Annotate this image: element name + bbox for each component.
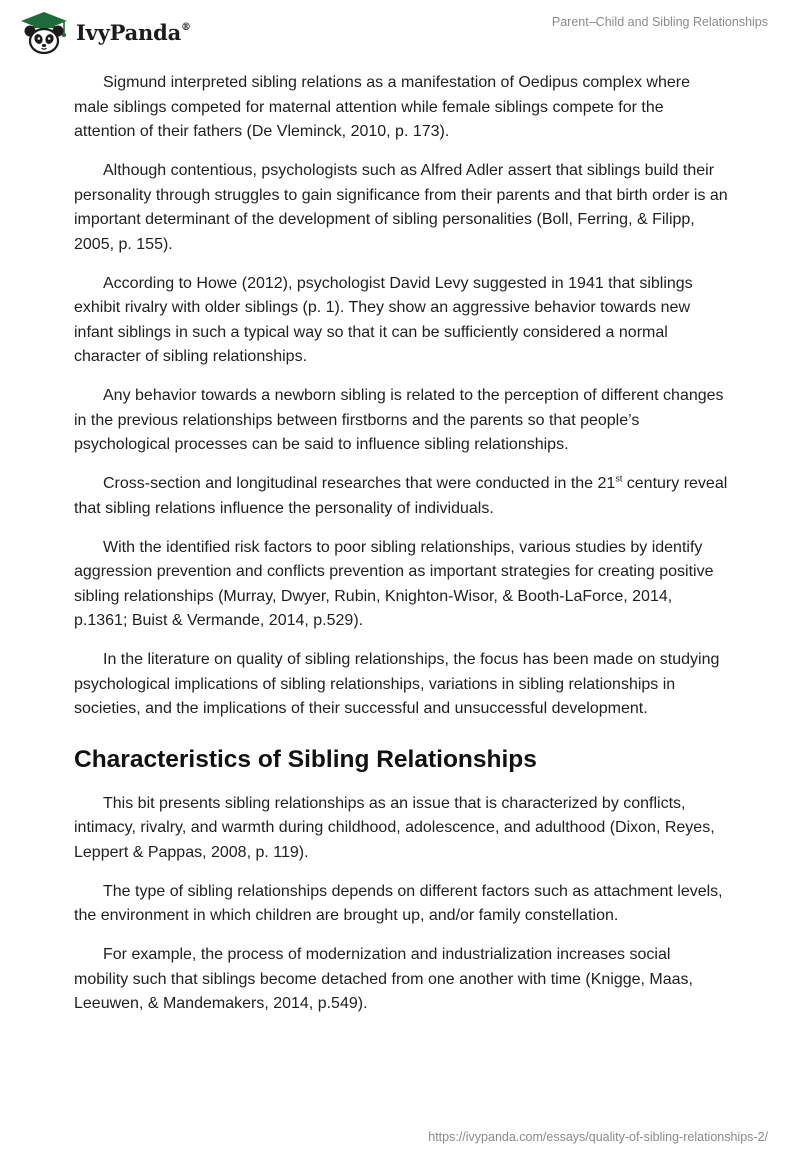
ivypanda-logo[interactable]: [16, 8, 191, 56]
paragraph: Although contentious, psychologists such as Alfred Adler assert that siblings build their personality through struggles to gain significance from their parents and that birth order is an important determinant of the development of sibling personalities (Boll, Ferring, & Filipp, 2005, p. 155).: [74, 162, 728, 253]
paragraph: According to Howe (2012), psychologist David Levy suggested in 1941 that siblings exhibit rivalry with older siblings (p. 1). They show an aggressive behavior towards new infant siblings in such a typical way so that it can be sufficiently considered a normal character of sibling relationships.: [74, 274, 693, 365]
paragraph: For example, the process of modernization and industrialization increases social mobility such that siblings become detached from one another with time (Knigge, Maas, Leeuwen, & Mandemakers, 2014, p.549).: [74, 946, 693, 1012]
section-heading: Characteristics of Sibling Relationships: [74, 745, 537, 773]
essay-body: [74, 71, 728, 1031]
paragraph: This bit presents sibling relationships as an issue that is characterized by conflicts, intimacy, rivalry, and warmth during childhood, adolescence, and adulthood (Dixon, Reyes, Leppert & Pappas, 2008, p. 119).: [74, 794, 715, 861]
paragraph: Cross-section and longitudinal researches that were conducted in the 21st century reveal that sibling relations influence the personality of individuals.: [74, 473, 728, 517]
paragraph: The type of sibling relationships depends on different factors such as attachment levels, the environment in which children are brought up, and/or family constellation.: [74, 882, 723, 924]
page-header: [0, 0, 800, 62]
brand-name: IvyPanda®: [76, 19, 191, 45]
paragraph: In the literature on quality of sibling relationships, the focus has been made on studying psychological implications of sibling relationships, variations in sibling relationships in societies, and the implications of their successful and unsuccessful development.: [74, 651, 720, 717]
paragraph: Any behavior towards a newborn sibling is related to the perception of different changes in the previous relationships between firstborns and the parents so that people’s psychological processes can be said to influence sibling relationships.: [74, 387, 724, 453]
paragraph: With the identified risk factors to poor sibling relationships, various studies by identify aggression prevention and conflicts prevention as important strategies for creating positive sibling relationships (Murray, Dwyer, Rubin, Knighton-Wisor, & Booth-LaForce, 2014, p.1361; Buist & Vermande, 2014, p.529).: [74, 538, 714, 629]
paragraph: Sigmund interpreted sibling relations as a manifestation of Oedipus complex where male siblings competed for maternal attention while female siblings compete for the attention of their fathers (De Vleminck, 2010, p. 173).: [74, 74, 690, 140]
panda-graduation-cap-icon: [16, 8, 72, 56]
source-url[interactable]: https://ivypanda.com/essays/quality-of-sibling-relationships-2/: [428, 1130, 768, 1144]
document-title: Parent–Child and Sibling Relationships: [551, 15, 768, 29]
